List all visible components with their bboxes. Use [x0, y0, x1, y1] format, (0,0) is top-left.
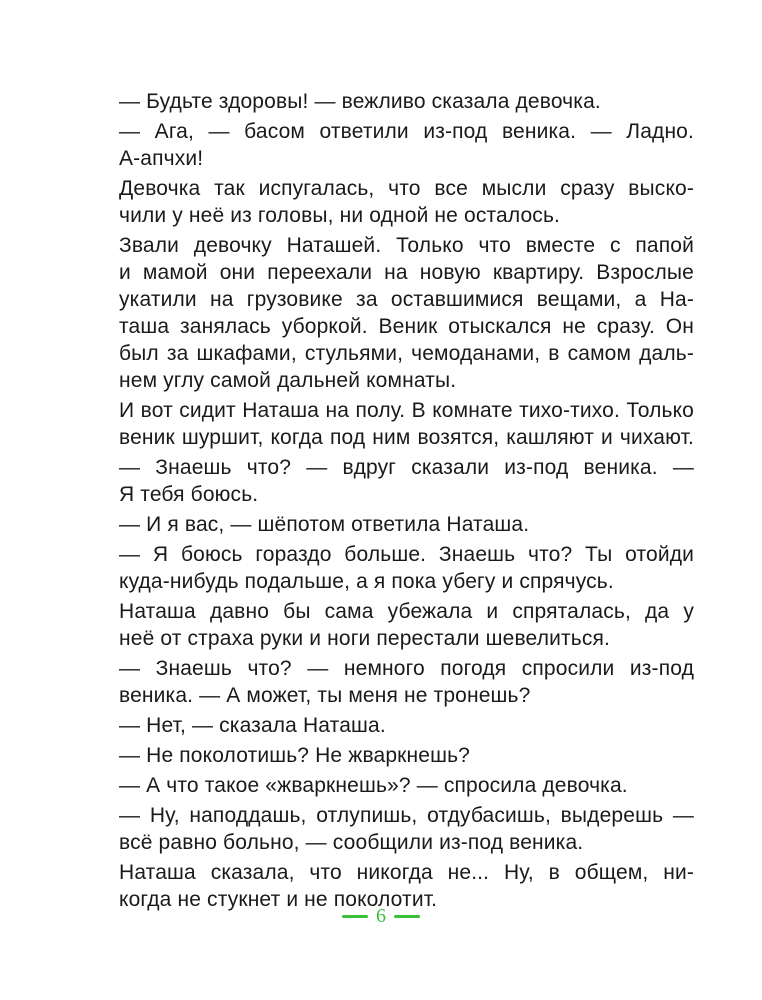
text-line: — А что такое «жваркнешь»? — спросила девочка.: [119, 774, 628, 797]
text-line: Звали девочку Наташей. Только что вместе с папой: [119, 234, 694, 257]
text-line: — Ну, наподдашь, отлупишь, отдубасишь, выдерешь —: [119, 804, 694, 827]
text-line: Я тебя боюсь.: [119, 483, 259, 506]
paragraph: [93, 232, 694, 394]
text-line: — Нет, — сказала Наташа.: [119, 714, 386, 737]
text-line: Наташа сказала, что никогда не... Ну, в общем, ни-: [119, 861, 694, 884]
paragraph: [93, 859, 694, 913]
text-line: укатили на грузовике за оставшимися вещами, а На-: [119, 288, 694, 311]
text-line: Девочка так испугалась, что все мысли сразу выско-: [119, 177, 694, 200]
right-dash-ornament: [394, 915, 420, 918]
paragraph: [93, 742, 694, 769]
paragraph: [93, 454, 694, 508]
text-line: — Ага, — басом ответили из-под веника. — Ладно.: [119, 120, 694, 143]
text-line: — Будьте здоровы! — вежливо сказала девочка.: [119, 90, 601, 113]
paragraph: [93, 118, 694, 172]
text-line: — Знаешь что? — немного погодя спросили из-под: [119, 657, 694, 680]
text-line: — Не поколотишь? Не жваркнешь?: [119, 744, 470, 767]
text-line: — И я вас, — шёпотом ответила Наташа.: [119, 513, 530, 536]
text-line: куда-нибудь подальше, а я пока убегу и спрячусь.: [119, 570, 614, 593]
page-number: 6: [376, 905, 386, 927]
text-line: Наташа давно бы сама убежала и спряталась, да у: [119, 600, 694, 623]
paragraph: [93, 511, 694, 538]
paragraph: [93, 802, 694, 856]
text-line: веник шуршит, когда под ним возятся, кашляют и чихают.: [119, 426, 694, 449]
paragraph: [93, 397, 694, 451]
text-line: всё равно больно, — сообщили из-под веника.: [119, 831, 584, 854]
paragraph: [93, 655, 694, 709]
paragraph: [93, 598, 694, 652]
text-line: А-апчхи!: [119, 147, 204, 170]
text-line: чили у неё из головы, ни одной не осталось.: [119, 204, 561, 227]
page-footer: [0, 906, 762, 926]
text-line: и мамой они переехали на новую квартиру. Взрослые: [119, 261, 694, 284]
page-body: [93, 88, 694, 916]
text-line: таша занялась уборкой. Веник отыскался не сразу. Он: [119, 315, 694, 338]
paragraph: [93, 772, 694, 799]
text-line: — Знаешь что? — вдруг сказали из-под веника. —: [119, 456, 694, 479]
text-line: нем углу самой дальней комнаты.: [119, 369, 457, 392]
text-line: И вот сидит Наташа на полу. В комнате тихо-тихо. Только: [119, 399, 694, 422]
text-line: когда не стукнет и не поколотит.: [119, 888, 438, 911]
text-line: веника. — А может, ты меня не тронешь?: [119, 684, 531, 707]
paragraph: [93, 175, 694, 229]
left-dash-ornament: [342, 915, 368, 918]
paragraph: [93, 541, 694, 595]
paragraph: [93, 712, 694, 739]
text-line: — Я боюсь гораздо больше. Знаешь что? Ты отойди: [119, 543, 694, 566]
paragraph: [93, 88, 694, 115]
text-line: неё от страха руки и ноги перестали шевелиться.: [119, 627, 610, 650]
text-line: был за шкафами, стульями, чемоданами, в самом даль-: [119, 342, 694, 365]
